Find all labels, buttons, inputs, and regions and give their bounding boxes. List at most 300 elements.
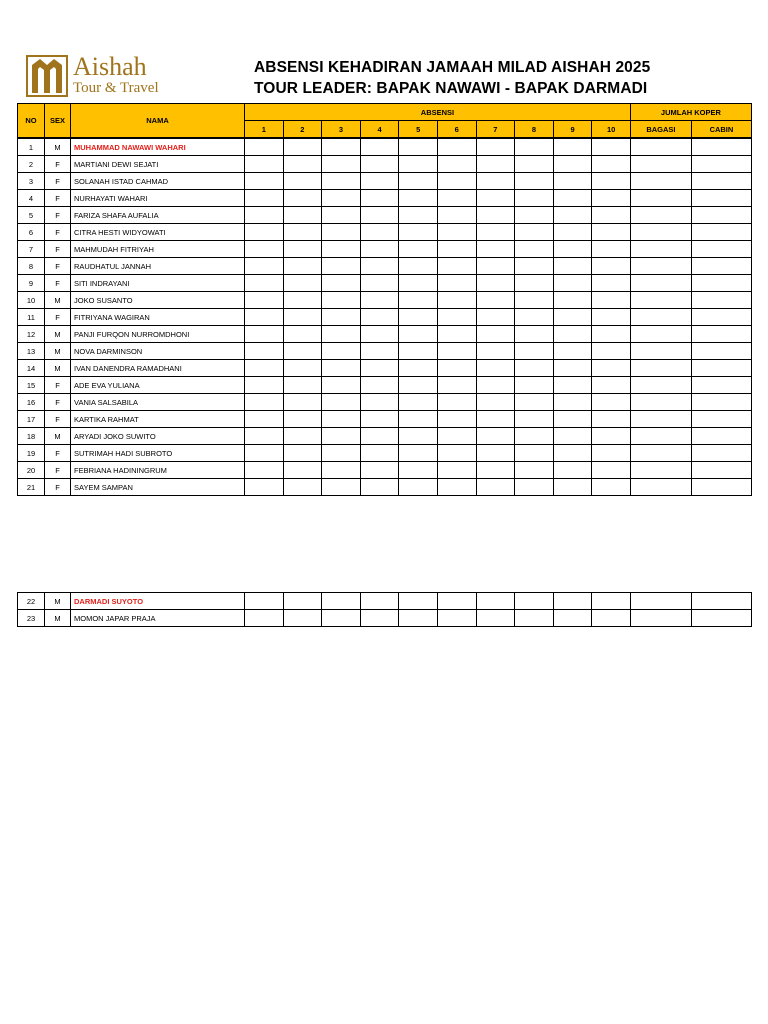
attendance-cell[interactable] [553,445,592,462]
row-number: 13 [18,343,45,360]
attendance-cell[interactable] [399,593,438,610]
row-number: 5 [18,207,45,224]
attendance-cell[interactable] [592,462,631,479]
attendance-cell[interactable] [553,258,592,275]
attendance-cell[interactable] [322,138,361,156]
attendance-cell[interactable] [245,360,284,377]
attendance-cell[interactable] [283,428,322,445]
attendance-cell[interactable] [283,224,322,241]
attendance-cell[interactable] [515,309,554,326]
logo-tagline: Tour & Travel [73,80,159,96]
attendance-cell[interactable] [592,411,631,428]
attendance-cell[interactable] [360,462,399,479]
attendance-cell[interactable] [553,610,592,627]
attendance-cell[interactable] [437,241,476,258]
attendance-cell[interactable] [476,292,515,309]
attendance-cell[interactable] [322,593,361,610]
attendance-cell[interactable] [245,207,284,224]
attendance-cell[interactable] [437,479,476,496]
attendance-cell[interactable] [399,326,438,343]
attendance-cell[interactable] [592,292,631,309]
attendance-cell[interactable] [553,593,592,610]
attendance-cell[interactable] [515,173,554,190]
cabin-cell[interactable] [691,462,751,479]
attendance-cell[interactable] [553,326,592,343]
attendance-cell[interactable] [322,292,361,309]
row-name: SUTRIMAH HADI SUBROTO [71,445,245,462]
attendance-cell[interactable] [245,343,284,360]
cabin-cell[interactable] [691,411,751,428]
attendance-cell[interactable] [476,360,515,377]
cabin-cell[interactable] [691,377,751,394]
attendance-cell[interactable] [399,343,438,360]
attendance-cell[interactable] [553,360,592,377]
attendance-cell[interactable] [360,258,399,275]
attendance-cell[interactable] [283,377,322,394]
attendance-cell[interactable] [592,190,631,207]
row-sex: F [45,377,71,394]
attendance-cell[interactable] [245,593,284,610]
attendance-cell[interactable] [245,445,284,462]
attendance-cell[interactable] [399,275,438,292]
attendance-cell[interactable] [360,309,399,326]
attendance-cell[interactable] [399,462,438,479]
attendance-cell[interactable] [322,377,361,394]
attendance-cell[interactable] [592,593,631,610]
attendance-cell[interactable] [476,445,515,462]
cabin-cell[interactable] [691,138,751,156]
attendance-cell[interactable] [592,479,631,496]
attendance-cell[interactable] [322,411,361,428]
attendance-cell[interactable] [360,138,399,156]
bagasi-cell[interactable] [630,326,691,343]
row-sex: F [45,309,71,326]
attendance-cell[interactable] [592,173,631,190]
attendance-cell[interactable] [592,138,631,156]
attendance-cell[interactable] [322,156,361,173]
attendance-cell[interactable] [592,207,631,224]
attendance-cell[interactable] [476,326,515,343]
bagasi-cell[interactable] [630,360,691,377]
attendance-cell[interactable] [553,343,592,360]
bagasi-cell[interactable] [630,173,691,190]
attendance-cell[interactable] [592,394,631,411]
attendance-cell[interactable] [437,156,476,173]
attendance-cell[interactable] [322,224,361,241]
attendance-cell[interactable] [592,241,631,258]
attendance-cell[interactable] [399,258,438,275]
attendance-cell[interactable] [245,138,284,156]
attendance-cell[interactable] [476,479,515,496]
attendance-cell[interactable] [283,156,322,173]
attendance-cell[interactable] [283,275,322,292]
attendance-cell[interactable] [515,275,554,292]
attendance-cell[interactable] [515,241,554,258]
attendance-cell[interactable] [322,479,361,496]
attendance-cell[interactable] [360,156,399,173]
attendance-cell[interactable] [553,394,592,411]
attendance-cell[interactable] [283,343,322,360]
row-sex: M [45,360,71,377]
cabin-cell[interactable] [691,224,751,241]
attendance-cell[interactable] [476,138,515,156]
attendance-cell[interactable] [399,241,438,258]
header-bagasi: BAGASI [630,121,691,139]
attendance-cell[interactable] [476,156,515,173]
attendance-cell[interactable] [245,411,284,428]
attendance-cell[interactable] [437,173,476,190]
attendance-cell[interactable] [245,479,284,496]
attendance-cell[interactable] [245,224,284,241]
attendance-cell[interactable] [515,326,554,343]
attendance-cell[interactable] [360,190,399,207]
attendance-cell[interactable] [283,309,322,326]
attendance-cell[interactable] [476,241,515,258]
attendance-cell[interactable] [476,309,515,326]
table-row [18,309,752,326]
attendance-cell[interactable] [399,411,438,428]
attendance-cell[interactable] [360,360,399,377]
cabin-cell[interactable] [691,173,751,190]
cabin-cell[interactable] [691,343,751,360]
attendance-cell[interactable] [322,394,361,411]
cabin-cell[interactable] [691,275,751,292]
attendance-cell[interactable] [399,292,438,309]
attendance-cell[interactable] [592,343,631,360]
attendance-cell[interactable] [476,593,515,610]
bagasi-cell[interactable] [630,394,691,411]
attendance-cell[interactable] [322,207,361,224]
attendance-cell[interactable] [245,156,284,173]
attendance-cell[interactable] [515,479,554,496]
attendance-cell[interactable] [476,462,515,479]
bagasi-cell[interactable] [630,258,691,275]
attendance-cell[interactable] [360,445,399,462]
attendance-cell[interactable] [360,241,399,258]
attendance-cell[interactable] [245,309,284,326]
attendance-cell[interactable] [360,479,399,496]
attendance-cell[interactable] [515,156,554,173]
attendance-cell[interactable] [553,275,592,292]
bagasi-cell[interactable] [630,224,691,241]
attendance-cell[interactable] [283,445,322,462]
bagasi-cell[interactable] [630,377,691,394]
attendance-cell[interactable] [245,173,284,190]
attendance-cell[interactable] [476,411,515,428]
attendance-cell[interactable] [592,309,631,326]
attendance-cell[interactable] [515,292,554,309]
row-number: 20 [18,462,45,479]
attendance-cell[interactable] [360,207,399,224]
attendance-cell[interactable] [360,343,399,360]
attendance-cell[interactable] [476,610,515,627]
attendance-cell[interactable] [553,428,592,445]
bagasi-cell[interactable] [630,610,691,627]
attendance-cell[interactable] [399,138,438,156]
bagasi-cell[interactable] [630,445,691,462]
bagasi-cell[interactable] [630,462,691,479]
attendance-cell[interactable] [360,275,399,292]
attendance-cell[interactable] [322,326,361,343]
attendance-cell[interactable] [476,207,515,224]
table-row [18,156,752,173]
attendance-cell[interactable] [360,593,399,610]
attendance-cell[interactable] [283,411,322,428]
attendance-cell[interactable] [515,360,554,377]
attendance-cell[interactable] [283,292,322,309]
attendance-cell[interactable] [437,445,476,462]
bagasi-cell[interactable] [630,411,691,428]
attendance-cell[interactable] [437,292,476,309]
attendance-cell[interactable] [399,156,438,173]
attendance-cell[interactable] [399,394,438,411]
attendance-cell[interactable] [245,292,284,309]
attendance-cell[interactable] [360,394,399,411]
attendance-cell[interactable] [283,207,322,224]
attendance-cell[interactable] [592,445,631,462]
attendance-cell[interactable] [245,462,284,479]
attendance-cell[interactable] [592,275,631,292]
attendance-cell[interactable] [399,309,438,326]
attendance-cell[interactable] [553,173,592,190]
attendance-cell[interactable] [437,377,476,394]
attendance-cell[interactable] [399,428,438,445]
attendance-cell[interactable] [322,309,361,326]
cabin-cell[interactable] [691,292,751,309]
attendance-cell[interactable] [476,258,515,275]
attendance-cell[interactable] [476,190,515,207]
attendance-cell[interactable] [360,610,399,627]
attendance-cell[interactable] [437,275,476,292]
attendance-cell[interactable] [553,479,592,496]
attendance-cell[interactable] [399,610,438,627]
bagasi-cell[interactable] [630,190,691,207]
attendance-cell[interactable] [476,394,515,411]
attendance-cell[interactable] [322,258,361,275]
attendance-cell[interactable] [553,138,592,156]
attendance-cell[interactable] [515,610,554,627]
attendance-cell[interactable] [437,462,476,479]
bagasi-cell[interactable] [630,428,691,445]
attendance-cell[interactable] [515,377,554,394]
attendance-cell[interactable] [399,190,438,207]
attendance-cell[interactable] [245,610,284,627]
attendance-cell[interactable] [283,610,322,627]
attendance-cell[interactable] [515,593,554,610]
attendance-cell[interactable] [592,224,631,241]
attendance-cell[interactable] [437,309,476,326]
attendance-cell[interactable] [245,428,284,445]
bagasi-cell[interactable] [630,275,691,292]
attendance-cell[interactable] [553,292,592,309]
table-row [18,394,752,411]
attendance-cell[interactable] [592,326,631,343]
header-absensi: ABSENSI [245,104,631,121]
bagasi-cell[interactable] [630,292,691,309]
bagasi-cell[interactable] [630,207,691,224]
cabin-cell[interactable] [691,445,751,462]
attendance-cell[interactable] [322,173,361,190]
cabin-cell[interactable] [691,479,751,496]
attendance-cell[interactable] [437,394,476,411]
attendance-cell[interactable] [283,462,322,479]
attendance-cell[interactable] [515,394,554,411]
attendance-cell[interactable] [245,241,284,258]
row-number: 22 [18,593,45,610]
attendance-cell[interactable] [322,462,361,479]
attendance-cell[interactable] [437,258,476,275]
attendance-cell[interactable] [399,445,438,462]
table-row [18,138,752,156]
attendance-cell[interactable] [322,610,361,627]
attendance-cell[interactable] [553,309,592,326]
attendance-cell[interactable] [553,207,592,224]
attendance-cell[interactable] [437,428,476,445]
cabin-cell[interactable] [691,190,751,207]
row-number: 18 [18,428,45,445]
cabin-cell[interactable] [691,360,751,377]
attendance-cell[interactable] [322,343,361,360]
attendance-cell[interactable] [437,138,476,156]
cabin-cell[interactable] [691,610,751,627]
attendance-cell[interactable] [553,190,592,207]
cabin-cell[interactable] [691,258,751,275]
cabin-cell[interactable] [691,394,751,411]
attendance-cell[interactable] [592,428,631,445]
attendance-cell[interactable] [283,593,322,610]
attendance-cell[interactable] [399,224,438,241]
attendance-cell[interactable] [437,224,476,241]
attendance-cell[interactable] [476,428,515,445]
attendance-cell[interactable] [437,207,476,224]
attendance-cell[interactable] [437,326,476,343]
attendance-cell[interactable] [437,610,476,627]
attendance-cell[interactable] [553,156,592,173]
attendance-cell[interactable] [283,258,322,275]
bagasi-cell[interactable] [630,156,691,173]
attendance-cell[interactable] [515,224,554,241]
attendance-cell[interactable] [515,462,554,479]
attendance-cell[interactable] [592,258,631,275]
attendance-cell[interactable] [399,377,438,394]
attendance-cell[interactable] [245,275,284,292]
attendance-cell[interactable] [437,593,476,610]
attendance-cell[interactable] [515,258,554,275]
attendance-cell[interactable] [245,394,284,411]
cabin-cell[interactable] [691,428,751,445]
attendance-cell[interactable] [553,377,592,394]
attendance-cell[interactable] [283,138,322,156]
cabin-cell[interactable] [691,326,751,343]
row-sex: M [45,343,71,360]
attendance-cell[interactable] [283,360,322,377]
document-subtitle: TOUR LEADER: BAPAK NAWAWI - BAPAK DARMADI [254,80,648,97]
attendance-cell[interactable] [437,190,476,207]
attendance-cell[interactable] [476,173,515,190]
attendance-cell[interactable] [283,173,322,190]
attendance-cell[interactable] [515,190,554,207]
attendance-cell[interactable] [360,377,399,394]
attendance-cell[interactable] [515,138,554,156]
attendance-cell[interactable] [592,610,631,627]
attendance-cell[interactable] [592,377,631,394]
attendance-cell[interactable] [553,224,592,241]
attendance-cell[interactable] [283,394,322,411]
attendance-cell[interactable] [322,360,361,377]
attendance-cell[interactable] [437,360,476,377]
attendance-rows-group2 [18,593,752,627]
attendance-cell[interactable] [592,156,631,173]
attendance-cell[interactable] [515,207,554,224]
attendance-cell[interactable] [245,190,284,207]
table-row [18,445,752,462]
attendance-cell[interactable] [476,343,515,360]
attendance-cell[interactable] [360,173,399,190]
bagasi-cell[interactable] [630,343,691,360]
attendance-cell[interactable] [399,479,438,496]
cabin-cell[interactable] [691,156,751,173]
attendance-cell[interactable] [245,326,284,343]
attendance-cell[interactable] [476,275,515,292]
header-day: 10 [592,121,631,139]
attendance-cell[interactable] [399,360,438,377]
attendance-cell[interactable] [322,445,361,462]
row-sex: F [45,258,71,275]
attendance-cell[interactable] [322,428,361,445]
attendance-cell[interactable] [437,343,476,360]
attendance-cell[interactable] [515,428,554,445]
attendance-cell[interactable] [553,241,592,258]
attendance-cell[interactable] [437,411,476,428]
attendance-cell[interactable] [245,258,284,275]
attendance-cell[interactable] [515,411,554,428]
attendance-cell[interactable] [360,224,399,241]
attendance-cell[interactable] [283,190,322,207]
cabin-cell[interactable] [691,241,751,258]
attendance-cell[interactable] [399,173,438,190]
attendance-cell[interactable] [360,292,399,309]
attendance-cell[interactable] [245,377,284,394]
attendance-cell[interactable] [360,411,399,428]
bagasi-cell[interactable] [630,241,691,258]
attendance-cell[interactable] [553,462,592,479]
attendance-cell[interactable] [322,275,361,292]
cabin-cell[interactable] [691,207,751,224]
attendance-cell[interactable] [322,190,361,207]
attendance-cell[interactable] [360,326,399,343]
cabin-cell[interactable] [691,593,751,610]
attendance-cell[interactable] [322,241,361,258]
attendance-cell[interactable] [592,360,631,377]
attendance-cell[interactable] [399,207,438,224]
attendance-cell[interactable] [476,377,515,394]
row-number: 9 [18,275,45,292]
attendance-table [17,103,752,496]
bagasi-cell[interactable] [630,309,691,326]
bagasi-cell[interactable] [630,593,691,610]
attendance-cell[interactable] [515,343,554,360]
bagasi-cell[interactable] [630,138,691,156]
attendance-cell[interactable] [476,224,515,241]
cabin-cell[interactable] [691,309,751,326]
attendance-cell[interactable] [515,445,554,462]
attendance-cell[interactable] [360,428,399,445]
attendance-cell[interactable] [283,326,322,343]
attendance-cell[interactable] [553,411,592,428]
attendance-cell[interactable] [283,479,322,496]
attendance-cell[interactable] [283,241,322,258]
bagasi-cell[interactable] [630,479,691,496]
